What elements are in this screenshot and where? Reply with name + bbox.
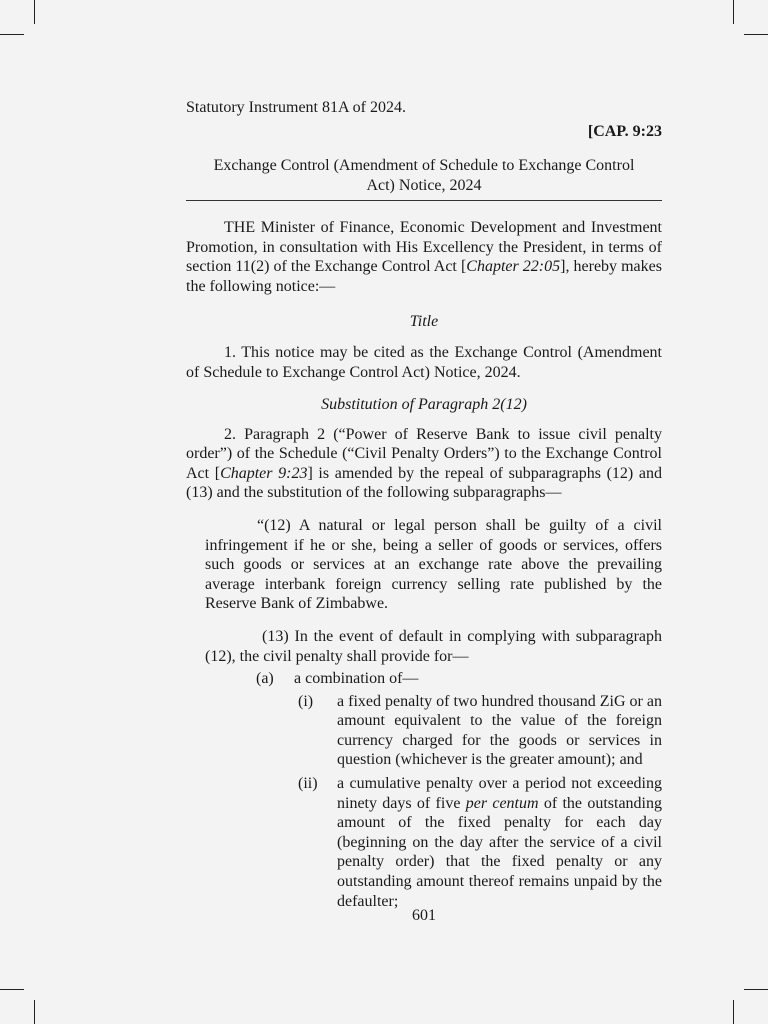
section-2-text: [186, 425, 662, 503]
crop-mark-bottom-left-v: [34, 1000, 35, 1024]
preamble-text-before: THE Minister of Finance, Economic Development and Investment Promotion, in consultation with His Excellency the President, in terms of section 11(2) of the Exchange Control Act [: [186, 219, 662, 276]
sub-item-ii-text-after: of the outstanding amount of the fixed penalty for each day (beginning on the day after the service of a civil penalty order) that the fixed penalty or any outstanding amount thereof remains unpaid by the defaulter;: [337, 794, 662, 910]
title-rule: [186, 200, 662, 201]
sub-item-ii-label: (ii): [298, 775, 318, 793]
preamble-chapter-ref: Chapter 22:05: [466, 258, 561, 276]
section-1-heading: Title: [409, 313, 439, 331]
document-page: [186, 98, 662, 924]
item-a: [256, 669, 662, 689]
preamble-text-after: ], hereby makes the following notice:—: [186, 258, 662, 295]
crop-mark-top-left-h: [0, 34, 24, 35]
section-1-text: 1. This notice may be cited as the Exchange Control (Amendment of Schedule to Exchange Control Act) Notice, 2024.: [186, 344, 662, 381]
section-2-text-after: ] is amended by the repeal of subparagraphs (12) and (13) and the substitution of the following subparagraphs—: [186, 464, 662, 502]
item-a-text: a combination of—: [294, 670, 419, 688]
sub-item-i-label: (i): [298, 692, 314, 710]
subparagraph-13: (13) In the event of default in complying with subparagraph (12), the civil penalty shall provide for—: [205, 627, 662, 665]
item-a-label: (a): [256, 670, 274, 688]
section-2-text-before: 2. Paragraph 2 (“Power of Reserve Bank to issue civil penalty order”) of the Schedule (“Civil Penalty Orders”) to the Exchange Control Act [: [186, 425, 662, 482]
page-number: 601: [412, 907, 436, 924]
sub-item-ii: [298, 774, 662, 911]
notice-title-line-1: Exchange Control (Amendment of Schedule to Exchange Control: [213, 157, 635, 174]
sub-item-i: [298, 692, 662, 770]
subparagraph-12: “(12) A natural or legal person shall be guilty of a civil infringement if he or she, being a seller of goods or services, offers such goods or services at an exchange rate above the prevailing average interbank foreign currency selling rate published by the Reserve Bank of Zimbabwe.: [205, 516, 662, 613]
crop-mark-top-left-v: [34, 0, 35, 24]
instrument-number: Statutory Instrument 81A of 2024.: [186, 99, 406, 116]
notice-title: [194, 156, 654, 196]
preamble-paragraph: [186, 218, 662, 296]
section-2-heading: Substitution of Paragraph 2(12): [321, 395, 527, 413]
sub-item-ii-text: [337, 774, 662, 911]
section-2-chapter-ref: Chapter 9:23: [220, 464, 308, 482]
sub-item-i-text: a fixed penalty of two hundred thousand ZiG or an amount equivalent to the value of the foreign currency charged for the goods or services in question (whichever is the greater amount); and: [337, 692, 662, 769]
substituted-subparagraphs: [205, 516, 662, 666]
crop-mark-bottom-right-h: [744, 989, 768, 990]
sub-item-ii-italic: per centum: [465, 794, 539, 812]
sub-item-ii-text-before: a cumulative penalty over a period not exceeding ninety days of five: [337, 775, 662, 812]
crop-mark-bottom-right-v: [733, 1000, 734, 1024]
chapter-reference: [CAP. 9:23: [587, 123, 662, 140]
notice-title-line-2: Act) Notice, 2024: [366, 177, 482, 194]
crop-mark-bottom-left-h: [0, 989, 24, 990]
crop-mark-top-right-v: [733, 0, 734, 24]
crop-mark-top-right-h: [744, 34, 768, 35]
